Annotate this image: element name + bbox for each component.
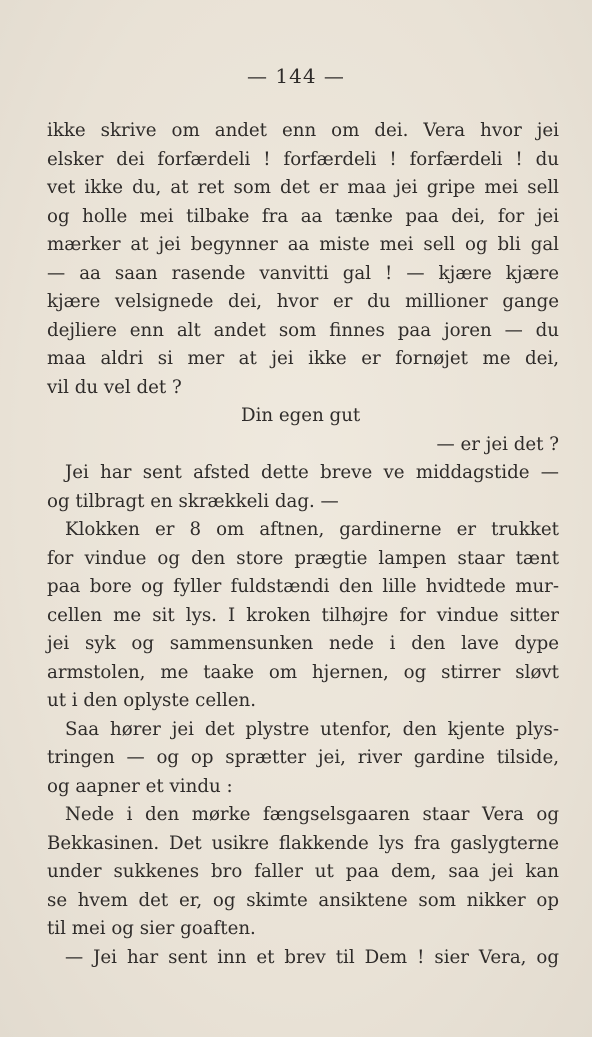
text-line: dejliere enn alt andet som finnes paa joren — du — [47, 319, 559, 341]
text-line: ikke skrive om andet enn om dei. Vera hvor jei — [47, 120, 559, 141]
text-line: — aa saan rasende vanvitti gal ! — kjære kjære — [47, 262, 559, 284]
text-line: til mei og sier goaften. — [47, 918, 256, 939]
text-line: og holle mei tilbake fra aa tænke paa dei, for jei — [47, 205, 559, 227]
text-line: armstolen, me taake om hjernen, og stirrer sløvt — [47, 661, 559, 683]
body-text — [47, 117, 559, 972]
text-line: og aapner et vindu : — [47, 775, 233, 797]
text-line: maa aldri si mer at jei ikke er fornøjet me dei, — [47, 348, 559, 369]
text-line: Klokken er 8 om aftnen, gardinerne er trukket — [65, 519, 559, 540]
text-line: under sukkenes bro faller ut paa dem, saa jei kan — [47, 861, 559, 882]
text-line: cellen me sit lys. I kroken tilhøjre for vindue sitter — [47, 604, 559, 626]
text-line: vet ikke du, at ret som det er maa jei gripe mei sell — [47, 177, 559, 198]
text-line: tringen — og op sprætter jei, river gardine tilside, — [47, 747, 559, 768]
text-line: elsker dei forfærdeli ! forfærdeli ! forfærdeli ! du — [47, 148, 559, 170]
text-line: kjære velsignede dei, hvor er du millioner gange — [47, 291, 559, 312]
text-line: se hvem det er, og skimte ansiktene som nikker op — [47, 889, 559, 911]
text-line: og tilbragt en skrækkeli dag. — — [47, 490, 339, 512]
text-line: Saa hører jei det plystre utenfor, den kjente plys- — [65, 718, 559, 740]
text-line: Din egen gut — [241, 405, 361, 426]
text-line: vil du vel det ? — [47, 376, 182, 398]
text-line: Nede i den mørke fængselsgaaren staar Vera og — [65, 804, 559, 825]
text-line: mærker at jei begynner aa miste mei sell og bli gal — [47, 234, 559, 255]
text-line: ut i den oplyste cellen. — [47, 690, 257, 711]
text-line: Jei har sent afsted dette breve ve middagstide — — [65, 462, 559, 483]
text-line: — er jei det ? — [436, 433, 559, 455]
text-line: paa bore og fyller fuldstændi den lille hvidtede mur- — [47, 576, 559, 597]
page-number: — 144 — — [247, 64, 345, 88]
text-line: Bekkasinen. Det usikre flakkende lys fra gaslygterne — [47, 832, 559, 854]
text-line: for vindue og den store prægtie lampen staar tænt — [47, 547, 559, 569]
text-line: jei syk og sammensunken nede i den lave dype — [47, 633, 559, 654]
text-line: — Jei har sent inn et brev til Dem ! sier Vera, og — [65, 946, 559, 968]
